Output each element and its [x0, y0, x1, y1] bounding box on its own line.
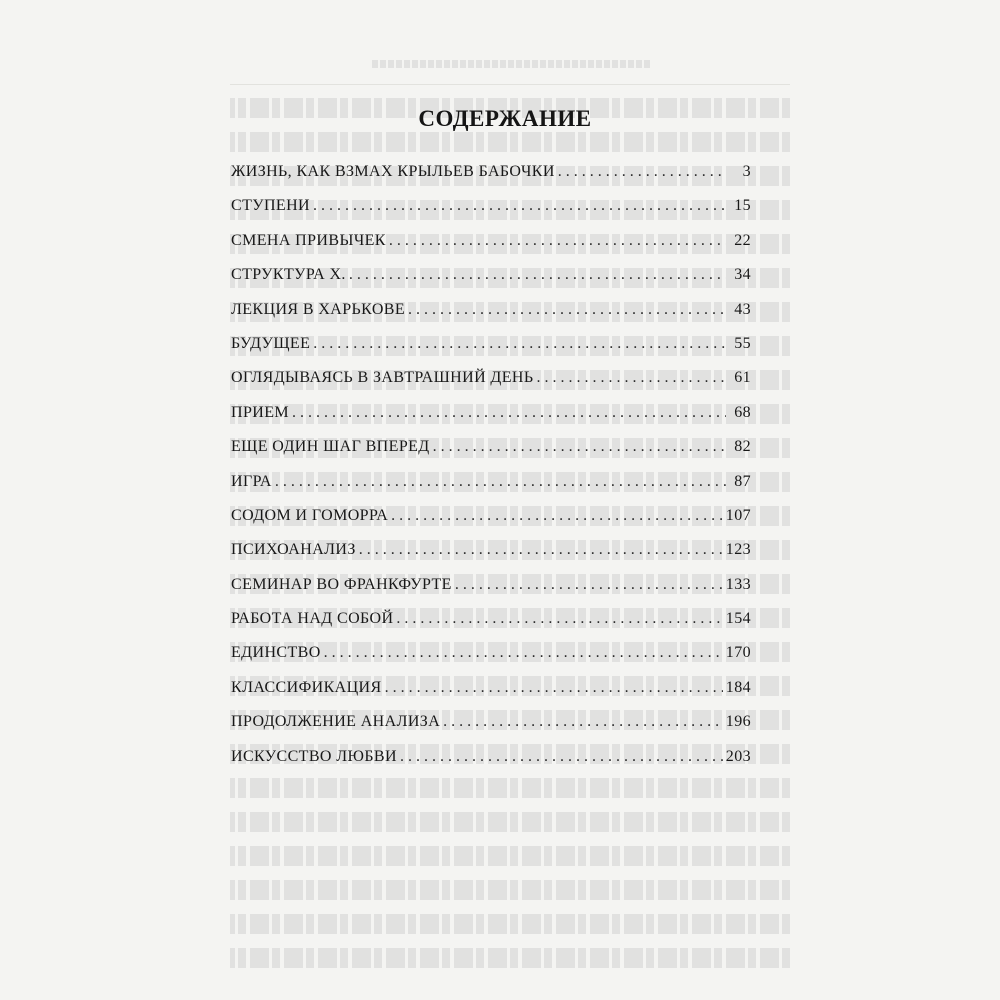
toc-list [231, 163, 751, 782]
toc-entry [231, 335, 751, 369]
toc-dot-leader [275, 473, 726, 491]
toc-dot-leader [536, 369, 726, 387]
toc-entry-label: ПСИХОАНАЛИЗ [231, 541, 356, 559]
toc-entry [231, 301, 751, 335]
toc-entry-label: СЕМИНАР ВО ФРАНКФУРТЕ [231, 575, 452, 593]
toc-entry-page: 87 [734, 472, 751, 490]
toc-entry [231, 369, 751, 403]
toc-entry-label: ПРОДОЛЖЕНИЕ АНАЛИЗА [231, 713, 441, 731]
toc-entry-page: 61 [734, 369, 751, 387]
toc-entry [231, 644, 751, 678]
toc-entry [231, 610, 751, 644]
toc-entry [231, 163, 751, 197]
toc-entry-label: ЕЩЕ ОДИН ШАГ ВПЕРЕД [231, 438, 430, 456]
toc-dot-leader [359, 541, 723, 559]
toc-entry-label: ОГЛЯДЫВАЯСЬ В ЗАВТРАШНИЙ ДЕНЬ [231, 369, 534, 387]
toc-dot-leader [389, 232, 726, 250]
toc-entry [231, 266, 751, 300]
toc-entry-label: СТУПЕНИ [231, 197, 311, 215]
toc-entry-page: 43 [734, 300, 751, 318]
toc-entry [231, 576, 751, 610]
toc-entry-page: 123 [725, 541, 751, 559]
toc-entry-label: ЖИЗНЬ, КАК ВЗМАХ КРЫЛЬЕВ БАБОЧКИ [231, 163, 555, 180]
toc-entry-label: ИСКУССТВО ЛЮБВИ [231, 747, 397, 765]
toc-entry [231, 541, 751, 575]
toc-dot-leader [324, 644, 723, 662]
toc-entry-page: 133 [725, 575, 751, 593]
toc-entry-page: 154 [725, 610, 751, 628]
toc-dot-leader [391, 507, 723, 525]
toc-entry [231, 748, 751, 782]
toc-entry [231, 679, 751, 713]
toc-dot-leader [292, 404, 726, 422]
toc-entry-label: КЛАССИФИКАЦИЯ [231, 678, 382, 696]
toc-entry-label: ИГРА [231, 472, 272, 490]
toc-entry [231, 438, 751, 472]
toc-entry-page: 196 [725, 713, 751, 731]
toc-dot-leader [408, 301, 726, 319]
toc-entry-label: ЕДИНСТВО [231, 644, 321, 662]
toc-entry-page: 55 [734, 334, 751, 352]
toc-entry-page: 107 [725, 506, 751, 524]
header-rule [230, 84, 790, 85]
toc-entry [231, 473, 751, 507]
toc-entry-page: 82 [734, 438, 751, 456]
toc-entry-label: СТРУКТУРА Х. [231, 266, 346, 284]
toc-entry-page: 3 [742, 163, 751, 180]
toc-entry-label: СОДОМ И ГОМОРРА [231, 506, 389, 524]
toc-entry-label: ПРИЕМ [231, 403, 290, 421]
toc-entry [231, 713, 751, 747]
toc-entry-page: 22 [734, 231, 751, 249]
toc-entry-page: 34 [734, 266, 751, 284]
toc-entry-label: БУДУЩЕЕ [231, 334, 311, 352]
toc-dot-leader [400, 748, 723, 766]
toc-entry [231, 507, 751, 541]
toc-dot-leader [433, 438, 726, 456]
toc-entry-page: 203 [725, 747, 751, 765]
toc-entry-label: ЛЕКЦИЯ В ХАРЬКОВЕ [231, 300, 406, 318]
toc-entry-page: 184 [725, 678, 751, 696]
toc-entry [231, 197, 751, 231]
toc-dot-leader [313, 335, 726, 353]
toc-dot-leader [558, 163, 726, 181]
toc-title: СОДЕРЖАНИЕ [418, 106, 592, 131]
toc-dot-leader [349, 266, 726, 284]
toc-entry-label: РАБОТА НАД СОБОЙ [231, 610, 394, 628]
toc-dot-leader [396, 610, 722, 628]
toc-entry-page: 15 [734, 197, 751, 215]
toc-dot-leader [313, 197, 726, 215]
toc-entry-page: 170 [725, 644, 751, 662]
toc-entry-page: 68 [734, 403, 751, 421]
toc-entry-label: СМЕНА ПРИВЫЧЕК [231, 231, 386, 249]
toc-dot-leader [455, 576, 723, 594]
toc-entry [231, 404, 751, 438]
toc-entry [231, 232, 751, 266]
toc-dot-leader [443, 713, 723, 731]
toc-dot-leader [385, 679, 723, 697]
